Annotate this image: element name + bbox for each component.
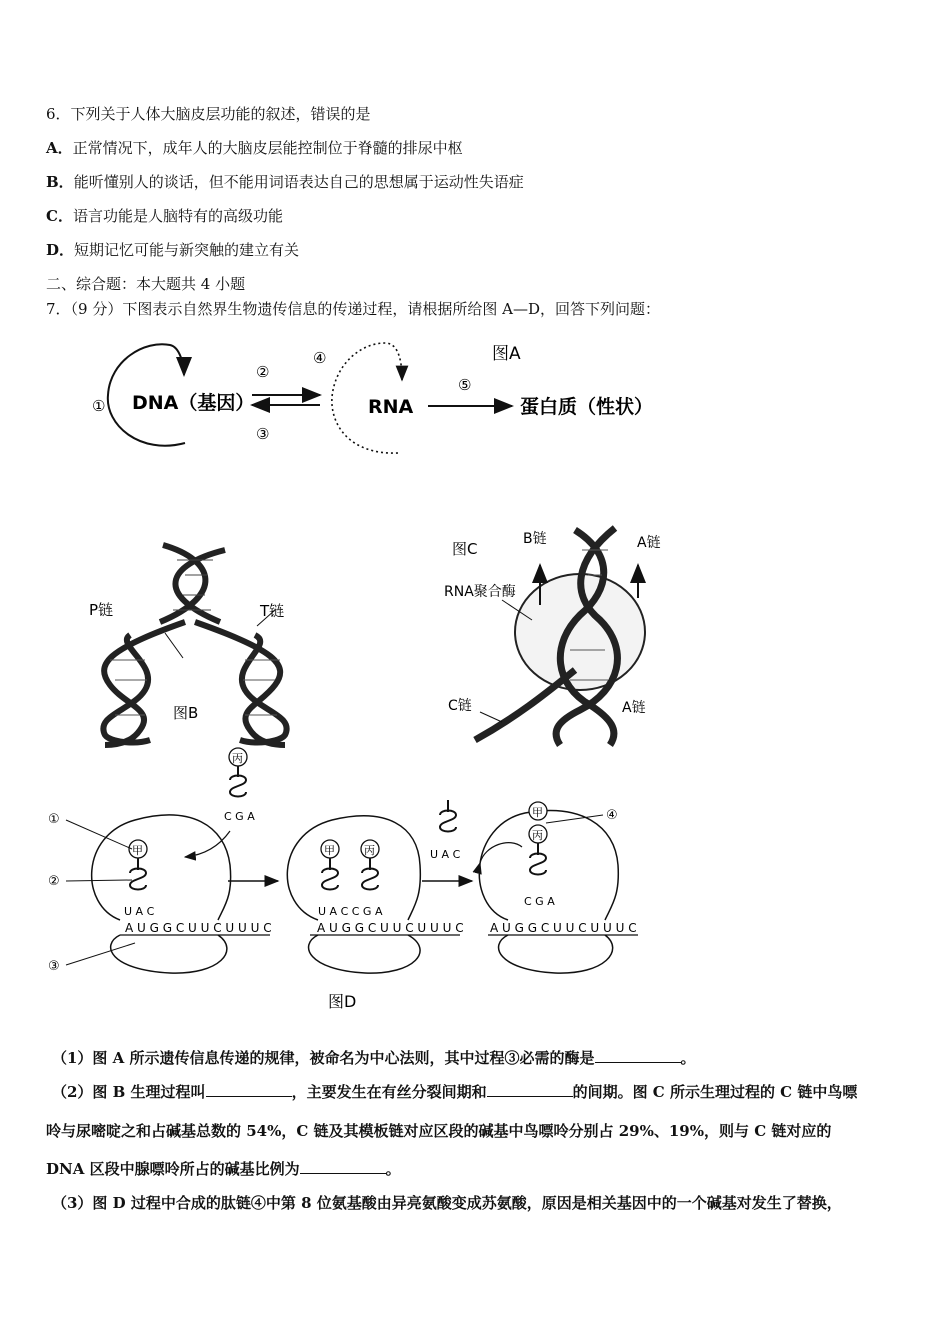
option-a (46, 137, 463, 158)
option-d-text: 短期记忆可能与新突触的建立有关 (74, 241, 300, 259)
anticodon-cga-3: C G A (524, 895, 555, 908)
option-b-text: 能听懂别人的谈话，但不能用词语表达自己的思想属于运动性失语症 (73, 173, 524, 191)
anticodon-uac-1: U A C (124, 905, 155, 918)
jia-label-2: 甲 (324, 844, 335, 857)
trna-2b (362, 858, 378, 890)
option-c-text: 语言功能是人脑特有的高级功能 (72, 207, 283, 225)
fig-d-title: 图D (328, 992, 357, 1011)
fig-a-dna: DNA（基因） (132, 392, 255, 414)
fig-d-label-3: ③ (48, 959, 60, 974)
anticodon-cga-free: C G A (224, 810, 255, 823)
fig-c-rna-polymerase: RNA聚合酶 (444, 584, 516, 600)
ribosome-1 (92, 815, 231, 973)
answer-2-end: 。 (385, 1160, 401, 1178)
anticodon-uac-leaving: U A C (430, 848, 461, 861)
figure-a (80, 335, 700, 465)
mrna-seq-1: A U G G C U U C U U U C (125, 921, 272, 935)
fig-c-b-chain: B链 (523, 531, 547, 547)
fig-a-label-4: ④ (313, 349, 327, 367)
answer-2-text-3: 的间期。图 C 所示生理过程的 C 链中鸟嘌 (572, 1083, 858, 1101)
bing-label-3: 丙 (532, 829, 543, 842)
fig-a-label-1: ① (92, 397, 106, 415)
anticodon-uacga-2: U A C C G A (318, 905, 383, 918)
answer-1 (52, 1047, 696, 1068)
fig-d-label-4: ④ (606, 808, 618, 823)
trna-1 (130, 858, 146, 890)
fig-a-label-5: ⑤ (458, 376, 472, 394)
option-b (46, 171, 524, 192)
question-6-stem: 6．下列关于人体大脑皮层功能的叙述，错误的是 (46, 105, 371, 123)
answer-2-line3 (46, 1158, 401, 1179)
figure-c (440, 520, 670, 752)
fig-b-p-chain: P链 (89, 601, 114, 619)
answer-1-end: 。 (680, 1049, 696, 1067)
jia-label-3: 甲 (532, 806, 543, 819)
answer-2-line2: 呤与尿嘧啶之和占碱基总数的 54%，C 链及其模板链对应区段的碱基中鸟嘌呤分别占 29%、19%，则与 C 链对应的 (46, 1122, 832, 1140)
jia-label-1: 甲 (132, 844, 143, 857)
answer-2-blank-2[interactable] (487, 1082, 573, 1097)
answer-1-text: （1）图 A 所示遗传信息传递的规律，被命名为中心法则，其中过程③必需的酶是 (52, 1049, 595, 1067)
fig-c-a-chain-bottom: A链 (622, 700, 646, 716)
option-d-letter: D． (46, 241, 75, 259)
mrna-seq-2: A U G G C U U C U U U C (317, 921, 464, 935)
mrna-seq-3: A U G G C U U C U U U C (490, 921, 637, 935)
option-c-letter: C． (46, 207, 73, 225)
label-2-pointer (66, 880, 132, 881)
answer-2-text-5: DNA 区段中腺嘌呤所占的碱基比例为 (46, 1160, 300, 1178)
question-7-stem: 7．（9 分）下图表示自然界生物遗传信息的传递过程，请根据所给图 A—D，回答下列问题： (46, 300, 660, 318)
option-a-text: 正常情况下，成年人的大脑皮层能控制位于脊髓的排尿中枢 (72, 139, 463, 157)
figure-b (85, 540, 305, 755)
option-b-letter: B． (46, 173, 74, 191)
dna-helix-right (195, 622, 287, 745)
figure-d (40, 745, 640, 1015)
option-c (46, 205, 283, 226)
option-a-letter: A． (46, 139, 73, 157)
bing-label-2: 丙 (364, 844, 375, 857)
fig-a-label-2: ② (256, 363, 270, 381)
answer-3: （3）图 D 过程中合成的肽链④中第 8 位氨基酸由异亮氨酸变成苏氨酸，原因是相关基因中的一个碱基对发生了替换， (52, 1194, 842, 1212)
section-2-title: 二、综合题：本大题共 4 小题 (46, 275, 246, 293)
answer-2-blank-1[interactable] (206, 1082, 292, 1097)
bing-label-free: 丙 (232, 752, 243, 765)
answer-2-blank-3[interactable] (300, 1159, 386, 1174)
fig-a-label-3: ③ (256, 425, 270, 443)
exit-arrow (480, 843, 522, 863)
fig-a-protein: 蛋白质（性状） (520, 396, 654, 418)
fig-b-t-chain: T链 (260, 602, 285, 620)
fig-a-rna: RNA (368, 396, 414, 418)
answer-2-line1 (52, 1081, 857, 1102)
fig-d-label-2: ② (48, 874, 60, 889)
fig-c-c-chain: C链 (448, 698, 472, 714)
ribosome-2 (287, 816, 420, 973)
p-chain-pointer (165, 633, 183, 658)
answer-2-text-1: （2）图 B 生理过程叫 (52, 1083, 206, 1101)
trna-3 (530, 843, 546, 875)
fig-c-a-chain-top: A链 (637, 535, 661, 551)
fig-a-title: 图A (492, 344, 521, 364)
label-3-pointer (66, 943, 135, 965)
fig-b-title: 图B (173, 704, 199, 722)
option-d (46, 239, 299, 260)
c-chain-pointer (480, 712, 502, 722)
trna-leaving (440, 800, 456, 832)
trna-2a (322, 858, 338, 890)
fig-c-title: 图C (452, 540, 478, 558)
fig-d-label-1: ① (48, 812, 60, 827)
trna-free-1 (230, 766, 246, 797)
answer-2-text-2: ，主要发生在有丝分裂间期和 (291, 1083, 487, 1101)
ribosome-3 (479, 811, 618, 974)
answer-1-blank[interactable] (595, 1048, 681, 1063)
dna-helix-left (103, 622, 185, 745)
